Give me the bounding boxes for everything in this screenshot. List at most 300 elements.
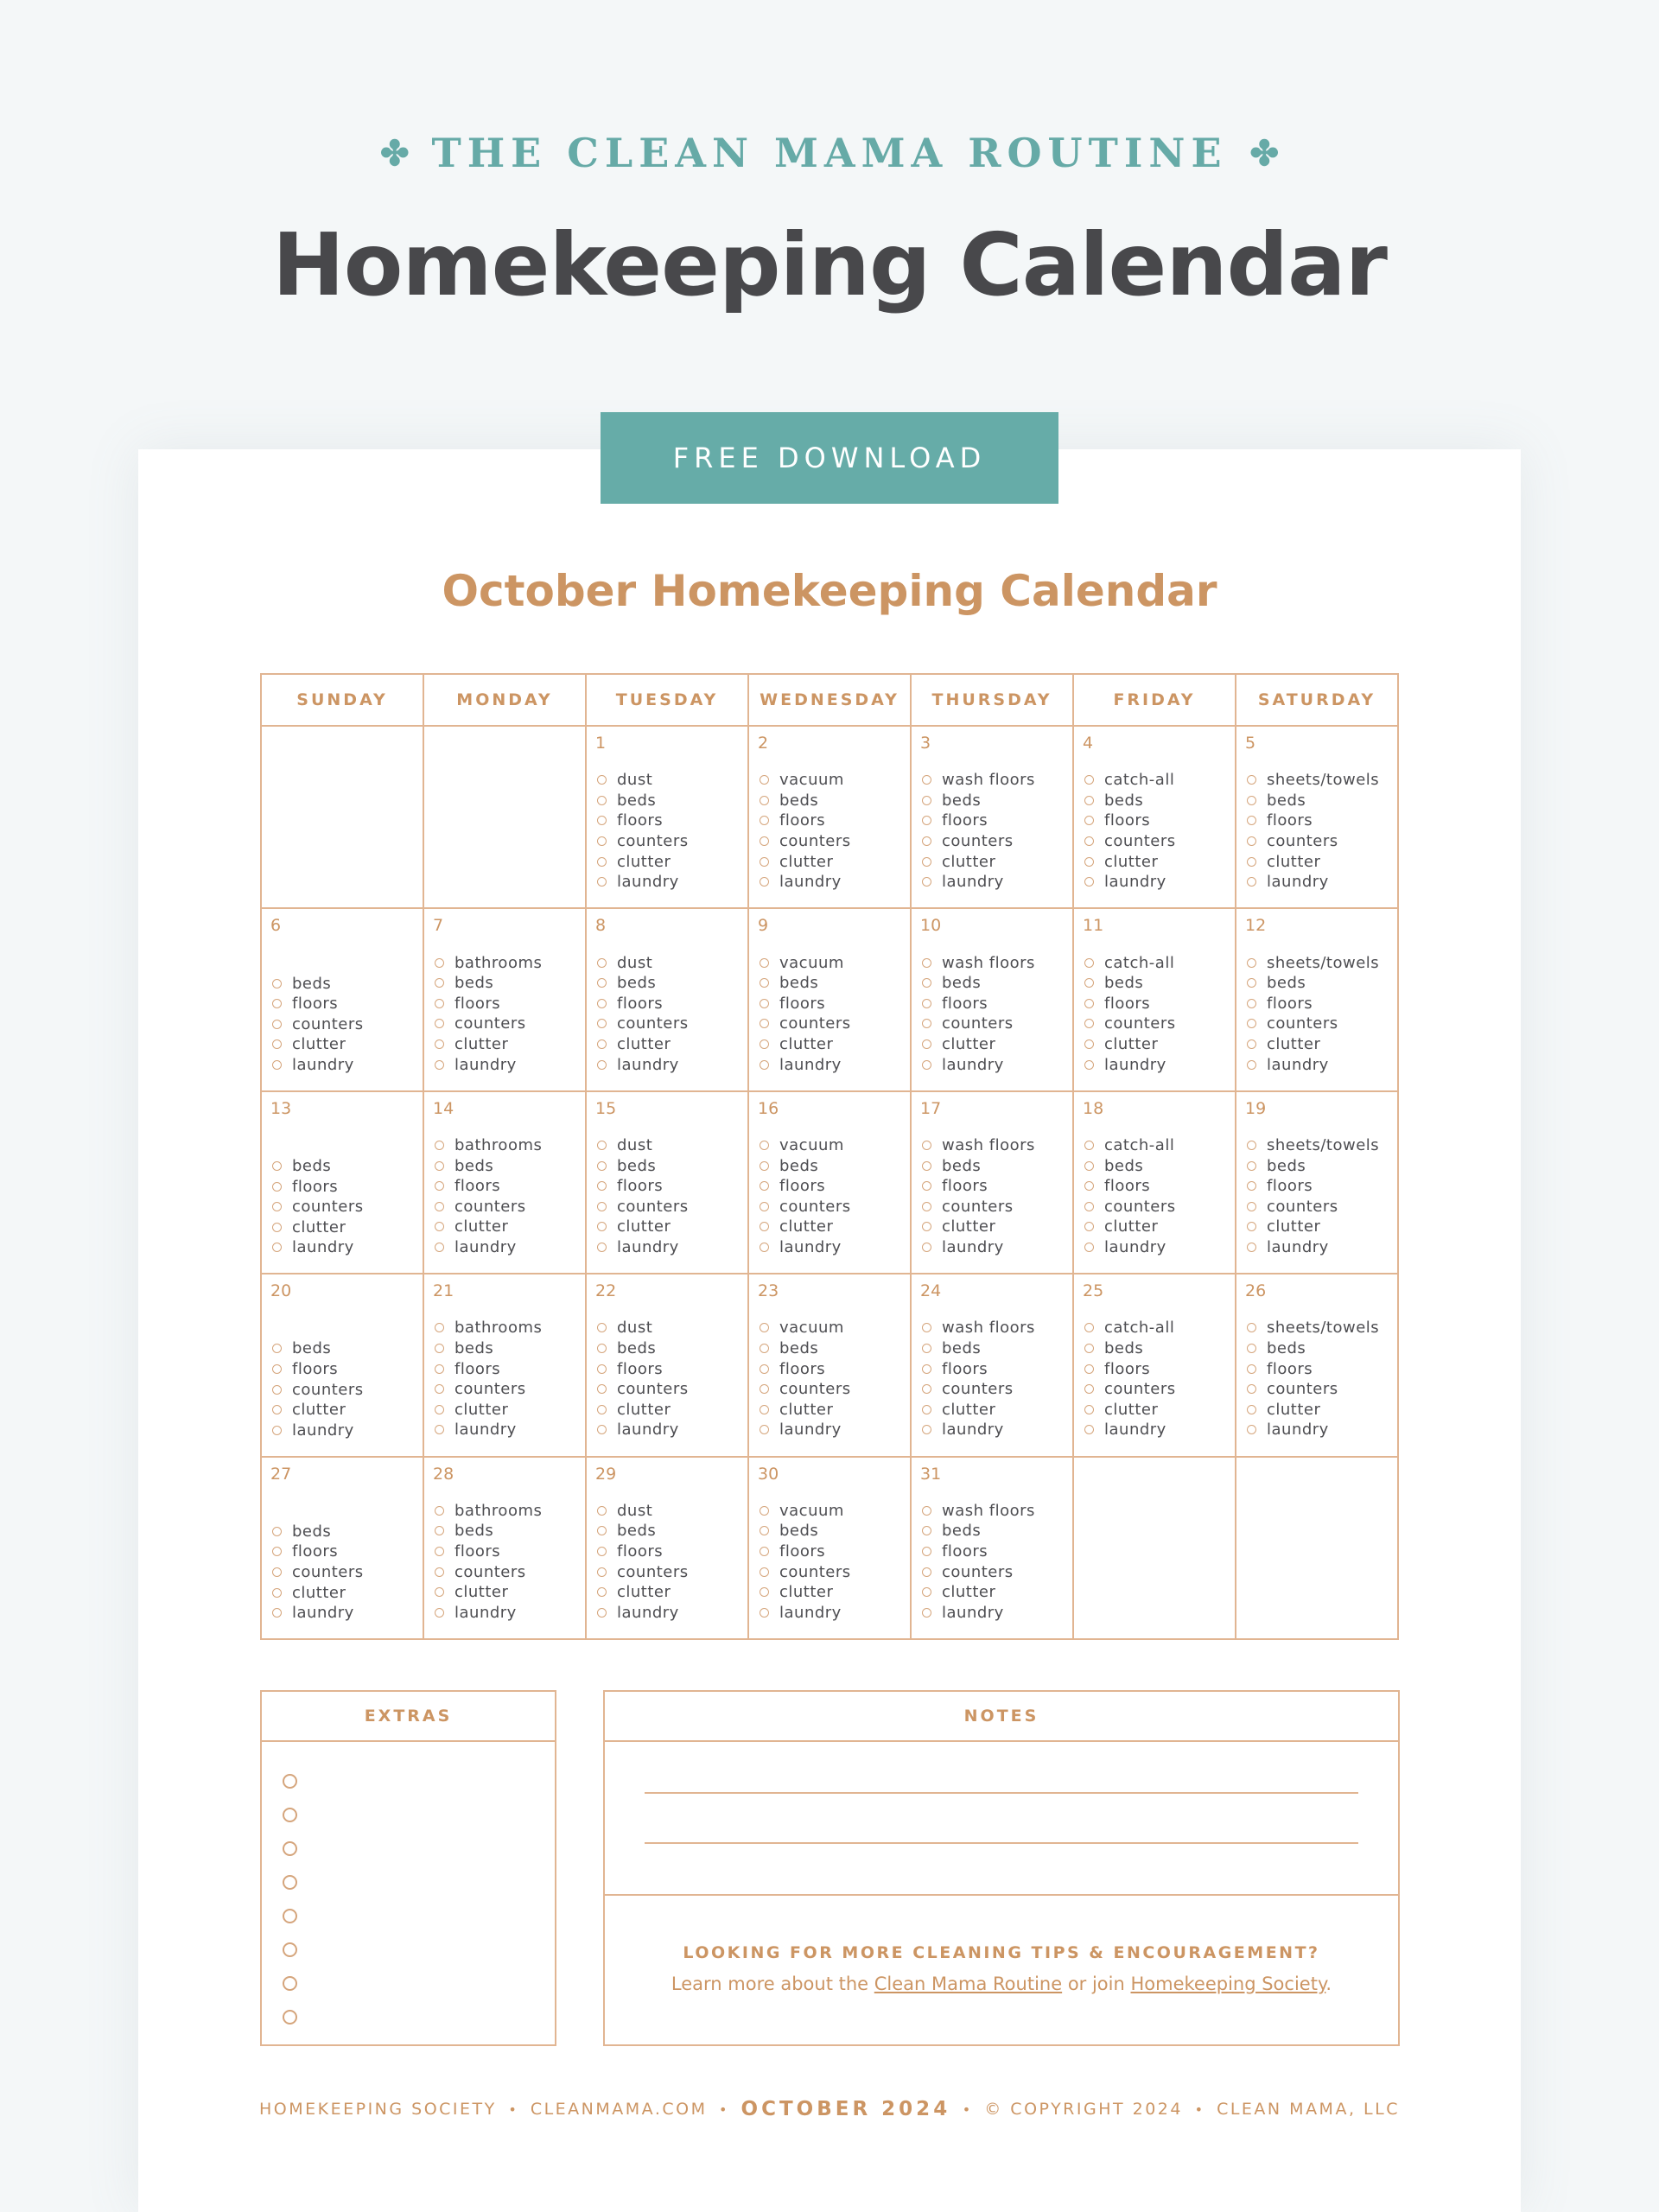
checkbox-circle-icon[interactable] bbox=[272, 1202, 282, 1211]
calendar-week-row bbox=[261, 1091, 1398, 1274]
checkbox-circle-icon[interactable] bbox=[435, 1039, 444, 1049]
checkbox-circle-icon[interactable] bbox=[922, 1060, 931, 1070]
task-item bbox=[760, 1603, 851, 1624]
task-list bbox=[597, 952, 689, 1075]
checkbox-circle-icon[interactable] bbox=[760, 1364, 769, 1374]
extras-title: EXTRAS bbox=[262, 1692, 555, 1742]
checkbox-circle-icon[interactable] bbox=[760, 1222, 769, 1231]
checkbox-circle-icon[interactable] bbox=[272, 979, 282, 988]
task-label: clutter bbox=[617, 1400, 671, 1419]
checkbox-circle-icon[interactable] bbox=[760, 1587, 769, 1597]
checkbox-circle-icon[interactable] bbox=[435, 1243, 444, 1252]
checkbox-circle-icon[interactable] bbox=[922, 1161, 931, 1171]
checkbox-circle-icon[interactable] bbox=[1247, 1243, 1256, 1252]
checkbox-circle-icon[interactable] bbox=[597, 1039, 607, 1049]
task-label: clutter bbox=[779, 1583, 834, 1602]
checkbox-circle-icon[interactable] bbox=[760, 1323, 769, 1332]
checkbox-circle-icon[interactable] bbox=[435, 1587, 444, 1597]
promo-prefix: Learn more about the bbox=[671, 1974, 874, 1994]
note-line[interactable] bbox=[645, 1792, 1358, 1794]
task-item bbox=[1247, 1135, 1379, 1156]
weekday-tuesday: TUESDAY bbox=[586, 674, 748, 726]
checkbox-circle-icon[interactable] bbox=[435, 1384, 444, 1394]
day-number: 16 bbox=[758, 1098, 779, 1118]
checkbox-circle-icon[interactable] bbox=[597, 816, 607, 825]
checkbox-circle-icon[interactable] bbox=[435, 1019, 444, 1028]
checkbox-circle-icon[interactable] bbox=[1084, 1161, 1094, 1171]
checkbox-circle-icon[interactable] bbox=[760, 1141, 769, 1150]
checkbox-circle-icon[interactable] bbox=[760, 1181, 769, 1191]
checkbox-circle-icon[interactable] bbox=[922, 978, 931, 988]
checkbox-circle-icon[interactable] bbox=[272, 1243, 282, 1252]
checkbox-circle-icon[interactable] bbox=[1084, 999, 1094, 1008]
task-label: beds bbox=[1104, 791, 1144, 810]
checkbox-circle-icon[interactable] bbox=[922, 1567, 931, 1577]
free-download-button[interactable]: FREE DOWNLOAD bbox=[601, 412, 1058, 504]
task-item bbox=[1247, 1176, 1379, 1197]
task-item bbox=[1084, 1318, 1176, 1338]
checkbox-circle-icon[interactable] bbox=[1084, 958, 1094, 968]
task-label: laundry bbox=[1104, 1055, 1166, 1074]
checkbox-circle-icon[interactable] bbox=[283, 1808, 297, 1822]
checkbox-circle-icon[interactable] bbox=[922, 796, 931, 805]
checkbox-circle-icon[interactable] bbox=[272, 1344, 282, 1353]
checkbox-circle-icon[interactable] bbox=[283, 1942, 297, 1957]
checkbox-circle-icon[interactable] bbox=[1247, 1384, 1256, 1394]
checkbox-circle-icon[interactable] bbox=[597, 1181, 607, 1191]
checkbox-circle-icon[interactable] bbox=[760, 1243, 769, 1252]
task-list bbox=[922, 1135, 1035, 1258]
checkbox-circle-icon[interactable] bbox=[1084, 877, 1094, 887]
checkbox-circle-icon[interactable] bbox=[1247, 1141, 1256, 1150]
footer-homekeeping-society: HOMEKEEPING SOCIETY bbox=[259, 2100, 497, 2119]
task-label: clutter bbox=[1267, 1400, 1321, 1419]
checkbox-circle-icon[interactable] bbox=[272, 1020, 282, 1029]
checkbox-circle-icon[interactable] bbox=[1084, 816, 1094, 825]
day-number: 2 bbox=[758, 734, 769, 753]
task-label: floors bbox=[617, 811, 664, 830]
checkbox-circle-icon[interactable] bbox=[1247, 1019, 1256, 1028]
checkbox-circle-icon[interactable] bbox=[1247, 857, 1256, 867]
checkbox-circle-icon[interactable] bbox=[922, 816, 931, 825]
checkbox-circle-icon[interactable] bbox=[1084, 978, 1094, 988]
checkbox-circle-icon[interactable] bbox=[435, 1608, 444, 1618]
task-item bbox=[760, 1237, 851, 1258]
checkbox-circle-icon[interactable] bbox=[922, 1547, 931, 1556]
checkbox-circle-icon[interactable] bbox=[272, 1223, 282, 1232]
checkbox-circle-icon[interactable] bbox=[597, 1526, 607, 1535]
checkbox-circle-icon[interactable] bbox=[1084, 1323, 1094, 1332]
checkbox-circle-icon[interactable] bbox=[760, 857, 769, 867]
checkbox-circle-icon[interactable] bbox=[922, 1364, 931, 1374]
checkbox-circle-icon[interactable] bbox=[272, 1588, 282, 1598]
checkbox-circle-icon[interactable] bbox=[922, 1506, 931, 1516]
task-item bbox=[272, 1541, 364, 1562]
checkbox-circle-icon[interactable] bbox=[272, 1567, 282, 1577]
task-label: floors bbox=[454, 1177, 501, 1196]
task-label: floors bbox=[1104, 1359, 1151, 1378]
checkbox-circle-icon[interactable] bbox=[597, 1323, 607, 1332]
checkbox-circle-icon[interactable] bbox=[435, 1506, 444, 1516]
checkbox-circle-icon[interactable] bbox=[760, 1060, 769, 1070]
checkbox-circle-icon[interactable] bbox=[922, 1019, 931, 1028]
task-label: floors bbox=[292, 995, 339, 1014]
checkbox-circle-icon[interactable] bbox=[922, 857, 931, 867]
task-item bbox=[1247, 1237, 1379, 1258]
checkbox-circle-icon[interactable] bbox=[597, 1587, 607, 1597]
checkbox-circle-icon[interactable] bbox=[272, 1161, 282, 1171]
task-item bbox=[1247, 851, 1379, 872]
checkbox-circle-icon[interactable] bbox=[922, 999, 931, 1008]
task-item bbox=[760, 1501, 851, 1522]
checkbox-circle-icon[interactable] bbox=[1084, 1364, 1094, 1374]
task-label: counters bbox=[617, 1380, 689, 1399]
checkbox-circle-icon[interactable] bbox=[760, 836, 769, 846]
checkbox-circle-icon[interactable] bbox=[283, 1841, 297, 1856]
task-item bbox=[435, 1521, 542, 1541]
checkbox-circle-icon[interactable] bbox=[435, 1526, 444, 1535]
task-label: floors bbox=[779, 994, 826, 1013]
calendar-body bbox=[261, 726, 1398, 1639]
footer-separator: • bbox=[962, 2101, 973, 2118]
checkbox-circle-icon[interactable] bbox=[922, 1405, 931, 1414]
checkbox-circle-icon[interactable] bbox=[1084, 775, 1094, 785]
checkbox-circle-icon[interactable] bbox=[597, 1506, 607, 1516]
task-label: clutter bbox=[1267, 1035, 1321, 1054]
checkbox-circle-icon[interactable] bbox=[597, 836, 607, 846]
checkbox-circle-icon[interactable] bbox=[597, 775, 607, 785]
checkbox-circle-icon[interactable] bbox=[922, 1425, 931, 1434]
task-item bbox=[922, 952, 1035, 973]
task-list bbox=[760, 770, 851, 893]
checkbox-circle-icon[interactable] bbox=[435, 1425, 444, 1434]
task-item bbox=[760, 1155, 851, 1176]
task-label: clutter bbox=[617, 1035, 671, 1054]
checkbox-circle-icon[interactable] bbox=[1084, 1019, 1094, 1028]
checkbox-circle-icon[interactable] bbox=[435, 1141, 444, 1150]
task-label: beds bbox=[454, 1156, 494, 1175]
checkbox-circle-icon[interactable] bbox=[760, 1384, 769, 1394]
task-item bbox=[1084, 851, 1176, 872]
task-label: clutter bbox=[1104, 1217, 1159, 1236]
checkbox-circle-icon[interactable] bbox=[922, 1222, 931, 1231]
task-label: beds bbox=[1267, 1156, 1306, 1175]
checkbox-circle-icon[interactable] bbox=[1084, 1384, 1094, 1394]
checkbox-circle-icon[interactable] bbox=[435, 1364, 444, 1374]
checkbox-circle-icon[interactable] bbox=[922, 1323, 931, 1332]
task-list bbox=[760, 1501, 851, 1624]
checkbox-circle-icon[interactable] bbox=[597, 1222, 607, 1231]
extras-item bbox=[283, 2000, 555, 2034]
checkbox-circle-icon[interactable] bbox=[597, 978, 607, 988]
checkbox-circle-icon[interactable] bbox=[597, 1384, 607, 1394]
checkbox-circle-icon[interactable] bbox=[1084, 1141, 1094, 1150]
day-number: 1 bbox=[595, 734, 607, 753]
checkbox-circle-icon[interactable] bbox=[435, 1547, 444, 1556]
task-item bbox=[597, 1135, 689, 1156]
checkbox-circle-icon[interactable] bbox=[922, 1039, 931, 1049]
checkbox-circle-icon[interactable] bbox=[272, 999, 282, 1008]
weekday-sunday: SUNDAY bbox=[261, 674, 423, 726]
task-list bbox=[760, 1318, 851, 1440]
checkbox-circle-icon[interactable] bbox=[272, 1608, 282, 1618]
checkbox-circle-icon[interactable] bbox=[435, 1323, 444, 1332]
checkbox-circle-icon[interactable] bbox=[1084, 1425, 1094, 1434]
checkbox-circle-icon[interactable] bbox=[1084, 1222, 1094, 1231]
task-list bbox=[597, 1318, 689, 1440]
checkbox-circle-icon[interactable] bbox=[1084, 857, 1094, 867]
task-item bbox=[435, 994, 542, 1014]
checkbox-circle-icon[interactable] bbox=[597, 857, 607, 867]
checkbox-circle-icon[interactable] bbox=[435, 1060, 444, 1070]
weekday-header-row bbox=[261, 674, 1398, 726]
task-item bbox=[1084, 1176, 1176, 1197]
checkbox-circle-icon[interactable] bbox=[760, 796, 769, 805]
checkbox-circle-icon[interactable] bbox=[1247, 816, 1256, 825]
checkbox-circle-icon[interactable] bbox=[1247, 1181, 1256, 1191]
checkbox-circle-icon[interactable] bbox=[597, 1567, 607, 1577]
task-label: beds bbox=[292, 1522, 332, 1541]
checkbox-circle-icon[interactable] bbox=[1247, 958, 1256, 968]
task-label: laundry bbox=[779, 1421, 842, 1440]
checkbox-circle-icon[interactable] bbox=[760, 1526, 769, 1535]
checkbox-circle-icon[interactable] bbox=[922, 1608, 931, 1618]
task-item bbox=[435, 1155, 542, 1176]
checkbox-circle-icon[interactable] bbox=[1247, 1425, 1256, 1434]
task-item bbox=[597, 1420, 689, 1440]
day-number: 4 bbox=[1083, 734, 1094, 753]
checkbox-circle-icon[interactable] bbox=[272, 1060, 282, 1070]
checkbox-circle-icon[interactable] bbox=[1247, 1060, 1256, 1070]
task-label: vacuum bbox=[779, 953, 844, 972]
checkbox-circle-icon[interactable] bbox=[597, 1364, 607, 1374]
checkbox-circle-icon[interactable] bbox=[435, 1405, 444, 1414]
checkbox-circle-icon[interactable] bbox=[1084, 836, 1094, 846]
task-item bbox=[1247, 1155, 1379, 1176]
checkbox-circle-icon[interactable] bbox=[435, 999, 444, 1008]
checkbox-circle-icon[interactable] bbox=[597, 1019, 607, 1028]
task-item bbox=[435, 1400, 542, 1421]
task-item bbox=[1084, 1197, 1176, 1217]
day-cell bbox=[911, 1091, 1073, 1274]
checkbox-circle-icon[interactable] bbox=[1084, 1181, 1094, 1191]
homekeeping-society-link[interactable]: Homekeeping Society bbox=[1130, 1974, 1326, 1994]
checkbox-circle-icon[interactable] bbox=[597, 1405, 607, 1414]
checkbox-circle-icon[interactable] bbox=[597, 1202, 607, 1211]
checkbox-circle-icon[interactable] bbox=[597, 1060, 607, 1070]
checkbox-circle-icon[interactable] bbox=[597, 1161, 607, 1171]
checkbox-circle-icon[interactable] bbox=[1247, 1323, 1256, 1332]
checkbox-circle-icon[interactable] bbox=[922, 1181, 931, 1191]
checkbox-circle-icon[interactable] bbox=[1247, 836, 1256, 846]
checkbox-circle-icon[interactable] bbox=[1247, 775, 1256, 785]
task-item bbox=[1084, 1420, 1176, 1440]
task-label: vacuum bbox=[779, 771, 844, 790]
checkbox-circle-icon[interactable] bbox=[760, 978, 769, 988]
checkbox-circle-icon[interactable] bbox=[272, 1182, 282, 1192]
checkbox-circle-icon[interactable] bbox=[435, 1161, 444, 1171]
note-line[interactable] bbox=[645, 1842, 1358, 1844]
checkbox-circle-icon[interactable] bbox=[760, 775, 769, 785]
checkbox-circle-icon[interactable] bbox=[922, 1141, 931, 1150]
task-label: beds bbox=[1104, 1339, 1144, 1358]
weekday-monday: MONDAY bbox=[423, 674, 586, 726]
checkbox-circle-icon[interactable] bbox=[922, 836, 931, 846]
task-label: clutter bbox=[617, 852, 671, 871]
checkbox-circle-icon[interactable] bbox=[435, 1344, 444, 1353]
checkbox-circle-icon[interactable] bbox=[760, 1202, 769, 1211]
task-item bbox=[760, 1217, 851, 1237]
checkbox-circle-icon[interactable] bbox=[760, 1161, 769, 1171]
task-label: clutter bbox=[454, 1583, 509, 1602]
checkbox-circle-icon[interactable] bbox=[1247, 1364, 1256, 1374]
clean-mama-routine-link[interactable]: Clean Mama Routine bbox=[874, 1974, 1063, 1994]
checkbox-circle-icon[interactable] bbox=[922, 958, 931, 968]
checkbox-circle-icon[interactable] bbox=[283, 2010, 297, 2024]
checkbox-circle-icon[interactable] bbox=[760, 1405, 769, 1414]
checkbox-circle-icon[interactable] bbox=[272, 1547, 282, 1556]
task-list bbox=[1084, 770, 1176, 893]
task-label: clutter bbox=[942, 1035, 996, 1054]
task-label: floors bbox=[1267, 1359, 1313, 1378]
empty-day-cell bbox=[423, 726, 586, 908]
checkbox-circle-icon[interactable] bbox=[272, 1039, 282, 1049]
checkbox-circle-icon[interactable] bbox=[1084, 796, 1094, 805]
checkbox-circle-icon[interactable] bbox=[435, 1222, 444, 1231]
checkbox-circle-icon[interactable] bbox=[760, 1425, 769, 1434]
checkbox-circle-icon[interactable] bbox=[597, 796, 607, 805]
checkbox-circle-icon[interactable] bbox=[760, 1019, 769, 1028]
checkbox-circle-icon[interactable] bbox=[760, 816, 769, 825]
checkbox-circle-icon[interactable] bbox=[272, 1364, 282, 1374]
notes-divider bbox=[605, 1894, 1398, 1896]
checkbox-circle-icon[interactable] bbox=[1247, 796, 1256, 805]
checkbox-circle-icon[interactable] bbox=[1247, 1405, 1256, 1414]
checkbox-circle-icon[interactable] bbox=[1247, 1222, 1256, 1231]
task-item bbox=[272, 1237, 364, 1258]
task-item bbox=[760, 1358, 851, 1379]
task-list bbox=[922, 1501, 1035, 1624]
task-item bbox=[272, 994, 364, 1014]
checkbox-circle-icon[interactable] bbox=[760, 1608, 769, 1618]
checkbox-circle-icon[interactable] bbox=[597, 958, 607, 968]
checkbox-circle-icon[interactable] bbox=[597, 1425, 607, 1434]
checkbox-circle-icon[interactable] bbox=[272, 1405, 282, 1414]
day-number: 26 bbox=[1245, 1281, 1267, 1301]
checkbox-circle-icon[interactable] bbox=[922, 1202, 931, 1211]
checkbox-circle-icon[interactable] bbox=[283, 1774, 297, 1789]
task-item bbox=[1084, 1155, 1176, 1176]
checkbox-circle-icon[interactable] bbox=[272, 1527, 282, 1536]
checkbox-circle-icon[interactable] bbox=[1084, 1060, 1094, 1070]
checkbox-circle-icon[interactable] bbox=[435, 978, 444, 988]
checkbox-circle-icon[interactable] bbox=[1247, 1161, 1256, 1171]
checkbox-circle-icon[interactable] bbox=[597, 1141, 607, 1150]
checkbox-circle-icon[interactable] bbox=[597, 1547, 607, 1556]
footer-company: CLEAN MAMA, LLC bbox=[1217, 2100, 1400, 2119]
checkbox-circle-icon[interactable] bbox=[435, 1567, 444, 1577]
task-label: laundry bbox=[454, 1055, 517, 1074]
task-item bbox=[272, 1197, 364, 1217]
checkbox-circle-icon[interactable] bbox=[597, 877, 607, 887]
task-label: clutter bbox=[454, 1400, 509, 1419]
checkbox-circle-icon[interactable] bbox=[760, 958, 769, 968]
flourish-left-icon: ✤ bbox=[379, 132, 410, 174]
checkbox-circle-icon[interactable] bbox=[922, 1587, 931, 1597]
checkbox-circle-icon[interactable] bbox=[1084, 1344, 1094, 1353]
checkbox-circle-icon[interactable] bbox=[922, 775, 931, 785]
checkbox-circle-icon[interactable] bbox=[597, 1608, 607, 1618]
day-cell bbox=[261, 1457, 423, 1639]
checkbox-circle-icon[interactable] bbox=[272, 1385, 282, 1395]
checkbox-circle-icon[interactable] bbox=[760, 1547, 769, 1556]
checkbox-circle-icon[interactable] bbox=[1084, 1405, 1094, 1414]
task-label: beds bbox=[942, 1522, 982, 1541]
checkbox-circle-icon[interactable] bbox=[1084, 1243, 1094, 1252]
checkbox-circle-icon[interactable] bbox=[1247, 1039, 1256, 1049]
checkbox-circle-icon[interactable] bbox=[1247, 978, 1256, 988]
footer-separator: • bbox=[1194, 2101, 1205, 2118]
checkbox-circle-icon[interactable] bbox=[283, 1909, 297, 1923]
checkbox-circle-icon[interactable] bbox=[597, 1344, 607, 1353]
checkbox-circle-icon[interactable] bbox=[922, 1526, 931, 1535]
checkbox-circle-icon[interactable] bbox=[435, 1181, 444, 1191]
task-item bbox=[1247, 973, 1379, 994]
task-label: clutter bbox=[942, 852, 996, 871]
task-item bbox=[1247, 952, 1379, 973]
checkbox-circle-icon[interactable] bbox=[922, 1384, 931, 1394]
task-label: floors bbox=[454, 994, 501, 1013]
checkbox-circle-icon[interactable] bbox=[283, 1976, 297, 1991]
extras-list bbox=[262, 1742, 555, 2034]
checkbox-circle-icon[interactable] bbox=[760, 1567, 769, 1577]
task-label: laundry bbox=[942, 1603, 1004, 1622]
checkbox-circle-icon[interactable] bbox=[922, 877, 931, 887]
task-list bbox=[1084, 952, 1176, 1075]
checkbox-circle-icon[interactable] bbox=[1084, 1202, 1094, 1211]
task-label: laundry bbox=[617, 873, 679, 892]
checkbox-circle-icon[interactable] bbox=[922, 1243, 931, 1252]
checkbox-circle-icon[interactable] bbox=[435, 958, 444, 968]
checkbox-circle-icon[interactable] bbox=[1247, 1344, 1256, 1353]
task-item bbox=[760, 1197, 851, 1217]
task-label: laundry bbox=[454, 1603, 517, 1622]
task-item bbox=[760, 1582, 851, 1603]
checkbox-circle-icon[interactable] bbox=[760, 1039, 769, 1049]
checkbox-circle-icon[interactable] bbox=[272, 1426, 282, 1435]
checkbox-circle-icon[interactable] bbox=[1247, 1202, 1256, 1211]
checkbox-circle-icon[interactable] bbox=[760, 1344, 769, 1353]
checkbox-circle-icon[interactable] bbox=[435, 1202, 444, 1211]
checkbox-circle-icon[interactable] bbox=[597, 999, 607, 1008]
checkbox-circle-icon[interactable] bbox=[1247, 999, 1256, 1008]
task-label: beds bbox=[292, 974, 332, 993]
checkbox-circle-icon[interactable] bbox=[922, 1344, 931, 1353]
task-item bbox=[1247, 994, 1379, 1014]
task-label: counters bbox=[1104, 1014, 1176, 1033]
task-item bbox=[597, 1197, 689, 1217]
task-item bbox=[760, 1521, 851, 1541]
task-item bbox=[272, 1176, 364, 1197]
checkbox-circle-icon[interactable] bbox=[760, 999, 769, 1008]
checkbox-circle-icon[interactable] bbox=[760, 877, 769, 887]
checkbox-circle-icon[interactable] bbox=[760, 1506, 769, 1516]
checkbox-circle-icon[interactable] bbox=[597, 1243, 607, 1252]
task-item bbox=[272, 1338, 364, 1359]
checkbox-circle-icon[interactable] bbox=[1084, 1039, 1094, 1049]
checkbox-circle-icon[interactable] bbox=[1247, 877, 1256, 887]
checkbox-circle-icon[interactable] bbox=[283, 1875, 297, 1890]
